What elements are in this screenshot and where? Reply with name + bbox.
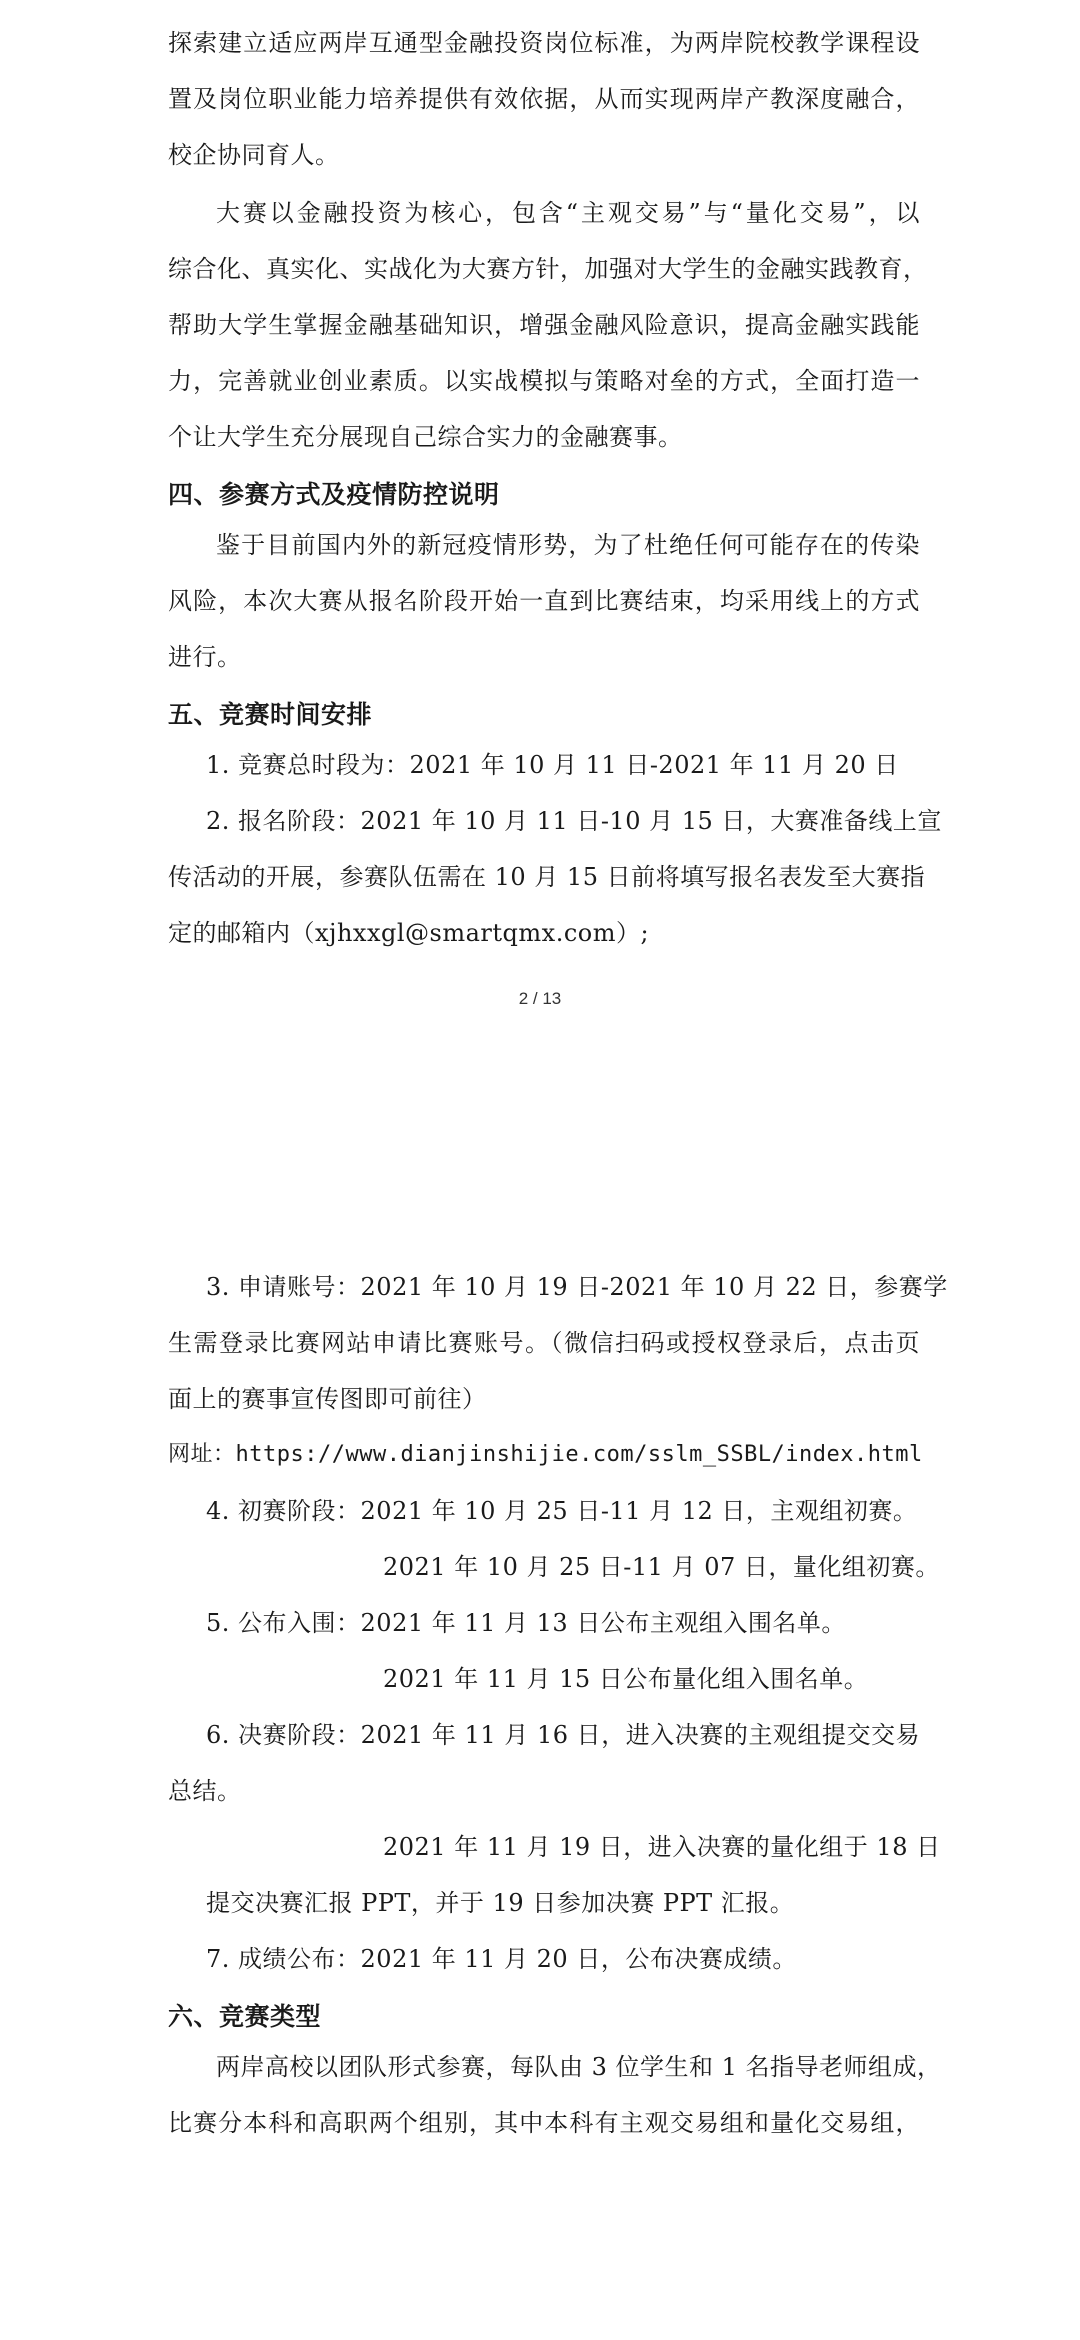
list-item: 7. 成绩公布：2021 年 11 月 20 日，公布决赛成绩。 <box>206 1945 797 1973</box>
paragraph-line: 面上的赛事宣传图即可前往） <box>168 1385 487 1413</box>
list-item: 2. 报名阶段：2021 年 10 月 11 日-10 月 15 日，大赛准备线上宣 <box>206 807 942 835</box>
list-item: 5. 公布入围：2021 年 11 月 13 日公布主观组入围名单。 <box>206 1609 846 1637</box>
paragraph-line: 综合化、真实化、实战化为大赛方针，加强对大学生的金融实践教育， <box>168 255 928 283</box>
section-heading: 五、竞赛时间安排 <box>168 700 373 729</box>
section-heading: 四、参赛方式及疫情防控说明 <box>168 480 500 509</box>
paragraph-line: 比赛分本科和高职两个组别，其中本科有主观交易组和量化交易组， <box>168 2109 920 2137</box>
paragraph-line: 定的邮箱内（xjhxxgl@smartqmx.com）; <box>168 919 650 947</box>
paragraph-line: 总结。 <box>168 1777 242 1805</box>
paragraph-line: 风险，本次大赛从报名阶段开始一直到比赛结束，均采用线上的方式 <box>168 587 920 615</box>
list-item: 6. 决赛阶段：2021 年 11 月 16 日，进入决赛的主观组提交交易 <box>206 1721 920 1749</box>
paragraph-line: 两岸高校以团队形式参赛，每队由 3 位学生和 1 名指导老师组成， <box>216 2053 942 2081</box>
paragraph-line: 传活动的开展，参赛队伍需在 10 月 15 日前将填写报名表发至大赛指 <box>168 863 926 891</box>
list-item-continuation: 提交决赛汇报 PPT，并于 19 日参加决赛 PPT 汇报。 <box>206 1889 795 1917</box>
list-item-continuation: 2021 年 10 月 25 日-11 月 07 日，量化组初赛。 <box>383 1553 940 1581</box>
paragraph-line: 探索建立适应两岸互通型金融投资岗位标准，为两岸院校教学课程设 <box>168 29 920 57</box>
paragraph-line: 个让大学生充分展现自己综合实力的金融赛事。 <box>168 423 683 451</box>
page-break <box>0 1060 1080 1240</box>
list-item: 3. 申请账号：2021 年 10 月 19 日-2021 年 10 月 22 日，参赛学 <box>206 1273 948 1301</box>
list-item: 1. 竞赛总时段为：2021 年 10 月 11 日-2021 年 11 月 20 日 <box>206 751 899 779</box>
paragraph-line: 进行。 <box>168 643 242 671</box>
paragraph-line: 置及岗位职业能力培养提供有效依据，从而实现两岸产教深度融合， <box>168 85 920 113</box>
paragraph-line: 帮助大学生掌握金融基础知识，增强金融风险意识，提高金融实践能 <box>168 311 920 339</box>
list-item: 4. 初赛阶段：2021 年 10 月 25 日-11 月 12 日，主观组初赛。 <box>206 1497 918 1525</box>
paragraph-line: 校企协同育人。 <box>168 141 340 169</box>
page-number: 2 / 13 <box>518 989 562 1008</box>
list-item-continuation: 2021 年 11 月 19 日，进入决赛的量化组于 18 日 <box>383 1833 941 1861</box>
paragraph-line: 鉴于目前国内外的新冠疫情形势，为了杜绝任何可能存在的传染 <box>216 531 920 559</box>
website-url: 网址：https://www.dianjinshijie.com/sslm_SSBL/index.html <box>168 1442 923 1467</box>
paragraph-line: 大赛以金融投资为核心，包含“主观交易”与“量化交易”，以 <box>216 199 920 227</box>
section-heading: 六、竞赛类型 <box>168 2002 322 2031</box>
paragraph-line: 力，完善就业创业素质。以实战模拟与策略对垒的方式，全面打造一 <box>168 367 920 395</box>
paragraph-line: 生需登录比赛网站申请比赛账号。（微信扫码或授权登录后，点击页 <box>168 1329 920 1357</box>
list-item-continuation: 2021 年 11 月 15 日公布量化组入围名单。 <box>383 1665 869 1693</box>
